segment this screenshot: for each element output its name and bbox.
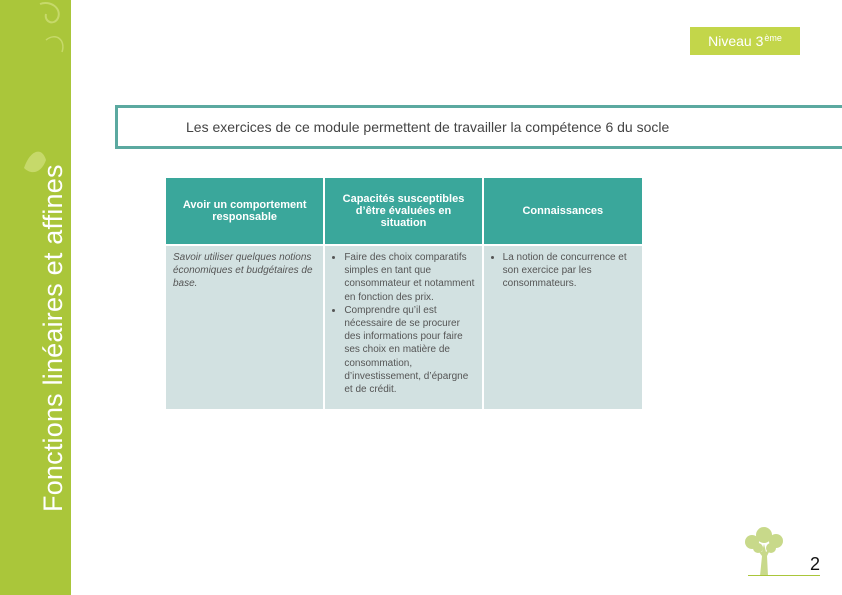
skills-table bbox=[166, 178, 642, 409]
level-badge bbox=[690, 27, 800, 55]
list-item: • Comprendre qu’il est nécessaire de se procurer des informations pour faire ses choix en matière de consommation, d’investissement, d’épargne et de crédit. bbox=[344, 304, 475, 396]
page-number: 2 bbox=[809, 554, 820, 574]
intro-box bbox=[115, 105, 842, 149]
capacities-list bbox=[332, 251, 475, 396]
table-header-row bbox=[166, 178, 642, 245]
footer-divider bbox=[748, 575, 820, 576]
cell-behavior: Savoir utiliser quelques notions économiques et budgétaires de base. bbox=[166, 245, 324, 409]
list-item: • Faire des choix comparatifs simples en tant que consommateur et notamment en fonction des prix. bbox=[344, 251, 475, 304]
cell-knowledge bbox=[483, 245, 642, 409]
table-row bbox=[166, 245, 642, 409]
level-label: Niveau 3 bbox=[708, 33, 764, 49]
header-behavior: Avoir un comportement responsable bbox=[166, 178, 324, 245]
header-capacities: Capacités susceptibles d’être évaluées en situation bbox=[324, 178, 482, 245]
swirl-icon bbox=[22, 0, 70, 190]
knowledge-list bbox=[491, 251, 636, 291]
list-item: • La notion de concurrence et son exercice par les consommateurs. bbox=[503, 251, 636, 291]
tree-icon bbox=[738, 526, 790, 578]
header-knowledge: Connaissances bbox=[483, 178, 642, 245]
cell-capacities bbox=[324, 245, 482, 409]
intro-text: Les exercices de ce module permettent de travailler la compétence 6 du socle bbox=[186, 119, 670, 135]
sidebar-title: Fonctions linéaires et affines bbox=[38, 164, 68, 512]
sidebar bbox=[0, 0, 71, 595]
level-superscript: ème bbox=[764, 33, 782, 43]
